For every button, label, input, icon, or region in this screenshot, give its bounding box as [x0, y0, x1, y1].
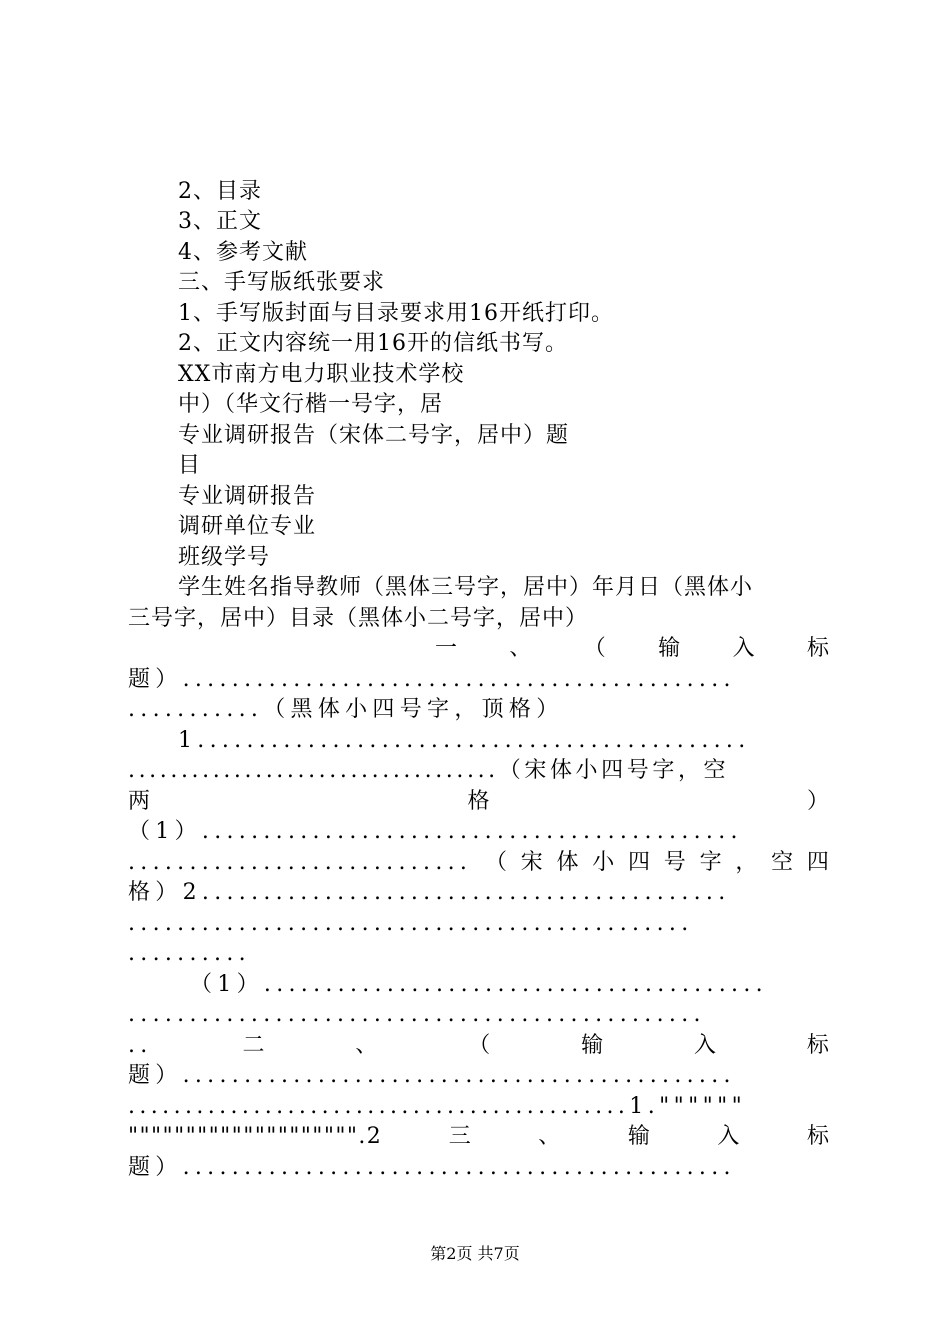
toc-spaced-line	[128, 787, 830, 817]
toc-text: 标	[806, 1033, 830, 1058]
toc-text: 两	[128, 789, 152, 814]
toc-text: 小	[592, 850, 616, 875]
paper-req-1: 1、手写版封面与目录要求用16开纸打印。	[178, 301, 614, 326]
student-teacher-field: 学生姓名指导教师（黑体三号字，居中）年月日（黑体小	[178, 575, 754, 600]
toc-text: 标	[806, 1124, 830, 1149]
toc-spaced-line	[128, 848, 830, 878]
toc-text: 格	[467, 789, 491, 814]
toc-text: 输	[658, 636, 682, 661]
toc-dotted-line: ...................................（宋体小四号字，空	[128, 758, 730, 783]
toc-entry-3-heading	[128, 1122, 830, 1152]
body-item-3: 3、正文	[178, 209, 262, 234]
school-name: XX市南方电力职业技术学校	[178, 362, 465, 387]
page-footer: 第2页 共7页	[430, 1244, 520, 1263]
toc-item-2: 2、目录	[178, 179, 262, 204]
toc-dotted-line: ............................................1.""""""	[128, 1094, 747, 1119]
toc-dotted-line: （1）.........................................	[190, 972, 768, 997]
class-id-field: 班级学号	[178, 545, 271, 570]
toc-text: ..	[128, 1033, 153, 1058]
section-heading-3: 三、手写版纸张要求	[178, 270, 386, 295]
font-note: 中）（华文行楷一号字，居	[178, 392, 444, 417]
toc-text: 二	[242, 1033, 266, 1058]
toc-dotted-line: （1）............................................	[128, 819, 743, 844]
toc-text: 号	[663, 850, 687, 875]
toc-dotted-line: 题）.............................................	[128, 1063, 736, 1088]
paper-req-2: 2、正文内容统一用16开的信纸书写。	[178, 331, 568, 356]
title-fragment: 目	[178, 453, 202, 478]
report-title: 专业调研报告	[178, 484, 317, 509]
toc-dotted-line: ...............................................	[128, 1002, 706, 1027]
toc-dotted-line: ...........（黑体小四号字，顶格）	[128, 697, 564, 722]
toc-text: 、	[509, 636, 533, 661]
toc-text: 入	[717, 1124, 741, 1149]
toc-dotted-line: 1.............................................	[178, 728, 751, 753]
toc-entry-1-heading	[435, 634, 830, 664]
toc-text: （	[484, 850, 508, 875]
toc-text: 入	[732, 636, 756, 661]
toc-text: 、	[538, 1124, 562, 1149]
toc-text: 四	[806, 850, 830, 875]
toc-text: 三	[448, 1124, 472, 1149]
toc-text: """""""""""""""""""".2	[128, 1124, 383, 1149]
unit-major-field: 调研单位专业	[178, 514, 317, 539]
toc-text: 宋	[520, 850, 544, 875]
toc-entry-2-heading	[128, 1031, 830, 1061]
toc-text: 输	[581, 1033, 605, 1058]
toc-text: ，	[735, 850, 759, 875]
toc-dotted-line: ..............................................	[128, 911, 694, 936]
toc-text: 字	[699, 850, 723, 875]
toc-text: 空	[771, 850, 795, 875]
toc-text: 、	[355, 1033, 379, 1058]
toc-text: 体	[556, 850, 580, 875]
toc-text: ............................	[128, 850, 473, 875]
toc-text: （	[583, 636, 607, 661]
toc-heading-note: 三号字，居中）目录（黑体小二号字，居中）	[128, 606, 589, 631]
toc-text: ）	[806, 789, 830, 814]
toc-text: 标	[806, 636, 830, 661]
report-title-note: 专业调研报告（宋体二号字，居中）题	[178, 423, 570, 448]
toc-dotted-line: ..........	[128, 941, 251, 966]
toc-text: 一	[435, 636, 459, 661]
toc-dotted-line: 格）2...........................................	[128, 880, 731, 905]
toc-text: 输	[627, 1124, 651, 1149]
toc-text: 入	[694, 1033, 718, 1058]
toc-dotted-line: 题）.............................................	[128, 667, 736, 692]
toc-text: 四	[628, 850, 652, 875]
toc-text: （	[468, 1033, 492, 1058]
references-item-4: 4、参考文献	[178, 240, 308, 265]
toc-dotted-line: 题）.............................................	[128, 1155, 736, 1180]
